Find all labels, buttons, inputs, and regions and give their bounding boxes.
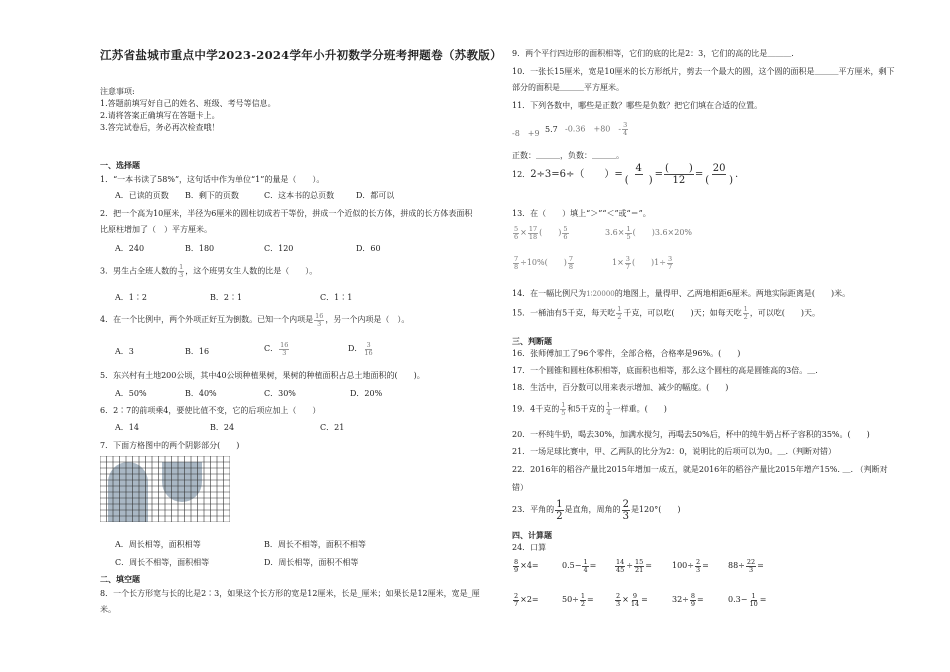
q5-option-d: D．20%	[350, 389, 383, 398]
page-title: 江苏省盐城市重点中学2023-2024学年小升初数学分班考押题卷（苏教版）	[100, 48, 502, 62]
q11-numbers-a: -8 +9	[512, 129, 540, 138]
fraction: $\frac{4}{( )}$	[624, 163, 653, 186]
question-12: 12．2÷3=6÷（ ）= $\frac{4}{( )}$ = $\frac{( )}{12}$ = $\frac{20}{( )}$ .	[512, 163, 739, 186]
q3-option-c: C．1∶1	[320, 293, 353, 302]
section-fill: 二、填空题	[100, 574, 140, 584]
q4-option-b: B．16	[185, 347, 210, 356]
question-20: 20．一杯纯牛奶，喝去30%，加满水搅匀，再喝去50%后，杯中的纯牛奶占杯子容积的35%。( )	[512, 430, 870, 439]
q2-option-b: B．180	[185, 244, 215, 253]
calc-item: 0.5− $\frac{1}{4}$ =	[562, 557, 597, 574]
question-14: 14．在一幅比例尺为1∶20000的地图上，量得甲、乙两地相距6厘米。两地实际距离是( )米。	[512, 289, 851, 298]
q5-option-b: B．40%	[185, 389, 217, 398]
fraction: $\frac{20}{( )}$	[705, 163, 734, 186]
fraction: $\frac{1}{3}$	[179, 263, 184, 279]
calc-item: 32÷ $\frac{8}{9}$ =	[672, 591, 704, 608]
question-21: 21．一场足球比赛中，甲、乙两队的比分为2：0，说明比的后项可以为0。＿.（判断对错）	[512, 447, 836, 456]
section-choice: 一、选择题	[100, 160, 140, 170]
q4-option-a: A．3	[115, 347, 134, 356]
calc-item: $\frac{2}{7}$ ×2=	[514, 591, 539, 608]
question-13: 13．在（ ）填上“＞”“＜”或“＝”。	[512, 209, 651, 218]
calc-item: $\frac{14}{45}$ ÷ $\frac{15}{21}$ =	[616, 557, 652, 574]
q7-option-d: D．周长相等，面积不相等	[264, 558, 359, 567]
question-24: 24．口算	[512, 543, 547, 552]
q5-option-c: C．30%	[264, 389, 296, 398]
question-8-line-1: 8．一个长方形宽与长的比是2∶3，如果这个长方形的宽是12厘米，长是_厘米；如果长是12厘米，宽是_厘	[100, 589, 480, 598]
question-5: 5．东兴村有土地200公顷，其中40公顷种植果树，果树的种植面积占总土地面积的( )。	[100, 371, 425, 380]
section-calc: 四、计算题	[512, 530, 552, 540]
q13-row-1-right: 3.6× $\frac{1}{5}$ ( )3.6×20%	[605, 224, 693, 241]
question-17: 17．一个圆锥和圆柱体积相等，底面积也相等，那么这个圆柱的高是圆锥高的3倍。＿.	[512, 366, 818, 375]
question-15: 15．一桶油有5千克，每天吃 $\frac{1}{2}$ 千克，可以吃( )天；如每天吃 $\frac{1}{2}$ ，可以吃( )天。	[512, 305, 821, 321]
section-judge: 三、判断题	[512, 336, 552, 346]
question-3: 3．男生占全班人数的 $\frac{1}{3}$ ，这个班男女生人数的比是（ ）。	[100, 263, 318, 279]
q5-option-a: A．50%	[115, 389, 147, 398]
fraction: $\frac{16}{3}$	[315, 311, 324, 328]
q3-option-b: B．2∶1	[210, 293, 243, 302]
question-22-line-1: 22．2016年的稻谷产量比2015年增加一成五，就是2016年的稻谷产量比2015年增产15%. ＿. （判断对	[512, 465, 888, 474]
fraction: $\frac{16}{3}$	[280, 340, 289, 357]
question-1: 1．“一本书读了58%”，这句话中作为单位“1”的量是（ ）。	[100, 175, 325, 184]
notice-2: 2.请将答案正确填写在答题卡上。	[100, 111, 220, 120]
q1-option-d: D．都可以	[356, 191, 395, 200]
question-11: 11．下列各数中，哪些是正数？哪些是负数？把它们填在合适的位置。	[512, 101, 763, 110]
question-8-line-2: 米。	[100, 605, 116, 614]
question-6: 6．2∶7的前项乘4，要使比值不变，它的后项应加上（ ）	[100, 406, 321, 415]
fraction: $\frac{3}{4}$	[623, 121, 628, 137]
q6-option-c: C．21	[320, 423, 345, 432]
fraction: $\frac{3}{16}$	[364, 340, 373, 357]
notice-3: 3.答完试卷后，务必再次检查哦！	[100, 123, 220, 132]
calc-item: $\frac{8}{9}$ ×4=	[514, 557, 539, 574]
q2-option-c: C．120	[264, 244, 294, 253]
q7-option-b: B．周长不相等，面积不相等	[264, 540, 366, 549]
q11-answer-line: 正数：＿＿＿，负数：＿＿＿。	[512, 151, 624, 160]
q11-numbers-b: 5.7	[545, 125, 558, 134]
question-23: 23．平角的 $\frac{1}{2}$ 是直角，周角的 $\frac{2}{3}$ 是120°( )	[512, 498, 681, 522]
calc-item: 0.3− $\frac{1}{10}$ =	[728, 591, 767, 608]
question-18: 18．生活中，百分数可以用来表示增加、减少的幅度。( )	[512, 383, 729, 392]
q1-option-c: C．这本书的总页数	[264, 191, 335, 200]
q7-option-a: A．周长相等，面积相等	[115, 540, 201, 549]
question-2-line-1: 2．把一个高为10厘米，半径为6厘米的圆柱切成若干等份，拼成一个近似的长方体，拼成的长方体表面积	[100, 209, 473, 218]
q4-option-c: C． $\frac{16}{3}$	[264, 340, 289, 357]
notice-title: 注意事项:	[100, 87, 135, 96]
question-19: 19．4千克的 $\frac{1}{5}$ 和5千克的 $\frac{1}{4}$ 一样重。( )	[512, 401, 667, 417]
question-10-line-1: 10．一张长15厘米，宽是10厘米的长方形纸片，剪去一个最大的圆，这个圆的面积是＿＿＿平方厘米，剩下	[512, 67, 895, 76]
notice-1: 1.答题前填写好自己的姓名、班级、考号等信息。	[100, 99, 276, 108]
q13-row-2-left: $\frac{7}{8}$ ÷10%( ) $\frac{7}{8}$	[514, 254, 574, 271]
q1-option-a: A．已读的页数	[115, 191, 169, 200]
calc-item: 50÷ $\frac{1}{2}$ =	[562, 591, 594, 608]
q4-option-d: D． $\frac{3}{16}$	[348, 340, 373, 357]
shaded-grid-figure	[100, 456, 230, 522]
q2-option-d: D．60	[356, 244, 381, 253]
question-22-line-2: 错）	[512, 483, 528, 492]
q6-option-a: A．14	[115, 423, 139, 432]
q3-option-a: A．1∶2	[115, 293, 147, 302]
q6-option-b: B．24	[210, 423, 235, 432]
q13-row-2-right: 1× $\frac{3}{7}$ ( )1÷ $\frac{3}{7}$	[612, 254, 673, 271]
q11-numbers-c: -0.36 +80 - $\frac{3}{4}$	[565, 121, 628, 137]
fraction: $\frac{( )}{12}$	[665, 163, 693, 186]
question-7: 7．下面方格图中的两个阴影部分( )	[100, 441, 240, 450]
q1-option-b: B．剩下的页数	[185, 191, 239, 200]
q7-option-c: C．周长不相等，面积相等	[115, 558, 210, 567]
q2-option-a: A．240	[115, 244, 145, 253]
calc-item: $\frac{2}{3}$ × $\frac{9}{14}$ =	[616, 591, 648, 608]
question-16: 16．张师傅加工了96个零件，全部合格，合格率是96%。( )	[512, 349, 741, 358]
calc-item: 88÷ $\frac{22}{3}$ =	[728, 557, 764, 574]
calc-item: 100÷ $\frac{2}{3}$ =	[672, 557, 709, 574]
question-10-line-2: 部分的面积是＿＿＿平方厘米。	[512, 83, 624, 92]
question-2-line-2: 比原柱增加了（ ）平方厘米。	[100, 225, 212, 234]
q13-row-1-left: $\frac{5}{6}$ × $\frac{17}{18}$ ( ) $\frac{5}{6}$	[514, 224, 568, 241]
question-9: 9．两个平行四边形的面积相等，它们的底的比是2：3，它们的高的比是＿＿＿.	[512, 49, 794, 58]
question-4: 4．在一个比例中，两个外项正好互为倒数。已知一个内项是 $\frac{16}{3}$ ，另一个内项是（ ）。	[100, 311, 410, 328]
